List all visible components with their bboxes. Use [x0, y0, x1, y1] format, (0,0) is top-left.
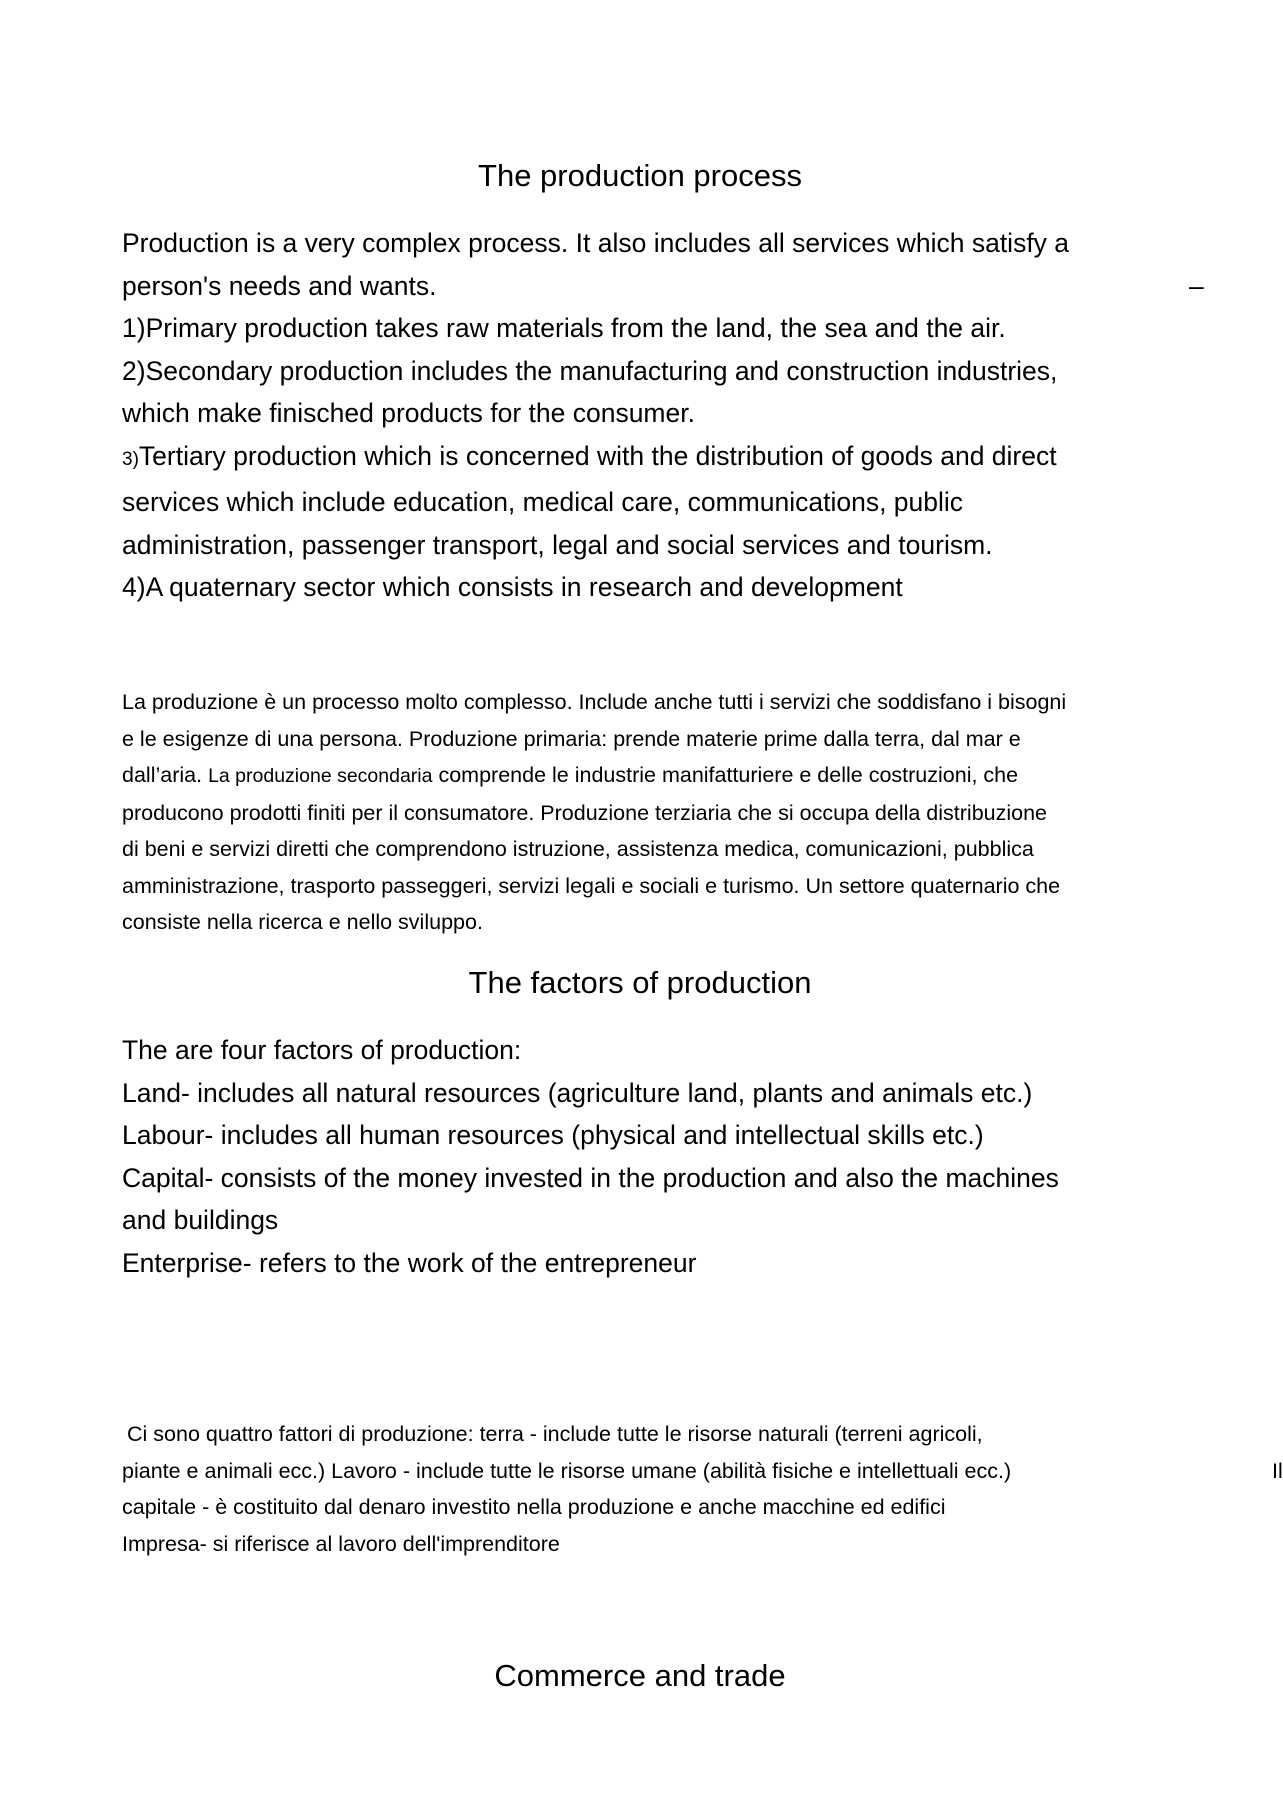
factor-capital: and buildings [122, 1205, 279, 1235]
translation-line: Impresa- si riferisce al lavoro dell'imprenditore [122, 1531, 560, 1556]
production-translation [122, 684, 1182, 941]
translation-line: amministrazione, trasporto passeggeri, servizi legali e sociali e turismo. Un settore quaternario che [122, 873, 1061, 898]
heading-commerce-and-trade: Commerce and trade [494, 1658, 786, 1693]
translation-text: Il [1272, 1458, 1283, 1483]
factor-labour: Labour- includes all human resources (physical and intellectual skills etc.) [122, 1120, 984, 1150]
secondary-production-line: 2)Secondary production includes the manufacturing and construction industries, [122, 355, 1058, 386]
translation-line: La produzione è un processo molto complesso. Include anche tutti i servizi che soddisfano i bisogni [122, 690, 1067, 714]
tertiary-production-line: services which include education, medical care, communications, public [122, 487, 964, 517]
translation-line: consiste nella ricerca e nello sviluppo. [122, 910, 483, 934]
translation-line: capitale - è costituito dal denaro investito nella produzione e anche macchine ed edifici [122, 1495, 946, 1519]
translation-line: di beni e servizi diretti che comprendono istruzione, assistenza medica, comunicazioni, pubblica [122, 837, 1034, 861]
factors-intro: The are four factors of production: [122, 1035, 522, 1065]
paragraph-text: person's needs and wants. [122, 270, 437, 301]
factor-land: Land- includes all natural resources (agriculture land, plants and animals etc.) [122, 1077, 1033, 1108]
dash-mark: – [1189, 270, 1204, 301]
primary-production-line: 1)Primary production takes raw materials from the land, the sea and the air. [122, 313, 1006, 343]
factors-paragraph [122, 1029, 1182, 1284]
factors-translation [122, 1416, 1283, 1562]
factor-enterprise: Enterprise- refers to the work of the entrepreneur [122, 1247, 697, 1278]
paragraph-text: Tertiary production which is concerned with the distribution of goods and direct [138, 440, 1057, 471]
translation-line: e le esigenze di una persona. Produzione primaria: prende materie prime dalla terra, dal mar e [122, 726, 1021, 751]
list-number: 3) [122, 448, 139, 470]
translation-text: dall’aria. [122, 763, 203, 787]
paragraph-line: Production is a very complex process. It also includes all services which satisfy a [122, 228, 1070, 258]
translation-text: piante e animali ecc.) Lavoro - include tutte le risorse umane (abilità fisiche e intellettuali ecc.) [122, 1458, 1012, 1483]
quaternary-sector-line: 4)A quaternary sector which consists in research and development [122, 572, 903, 602]
tertiary-production-line [122, 435, 1182, 482]
factor-capital: Capital- consists of the money invested in the production and also the machines [122, 1162, 1059, 1193]
tertiary-production-line: administration, passenger transport, legal and social services and tourism. [122, 529, 993, 560]
translation-line [122, 1453, 1283, 1490]
production-paragraph [122, 222, 1204, 609]
heading-factors-of-production: The factors of production [468, 965, 812, 1000]
translation-line: Ci sono quattro fattori di produzione: terra - include tutte le risorse naturali (terreni agricoli, [127, 1422, 983, 1446]
translation-line: producono prodotti finiti per il consumatore. Produzione terziaria che si occupa della distribuzione [122, 800, 1048, 825]
heading-production-process: The production process [478, 158, 802, 193]
translation-text-small: La produzione secondaria [208, 765, 433, 787]
secondary-production-line: which make finisched products for the consumer. [122, 398, 695, 428]
paragraph-line [122, 265, 1204, 308]
translation-text: comprende le industrie manifatturiere e delle costruzioni, che [438, 763, 1019, 787]
translation-line [122, 757, 1182, 795]
